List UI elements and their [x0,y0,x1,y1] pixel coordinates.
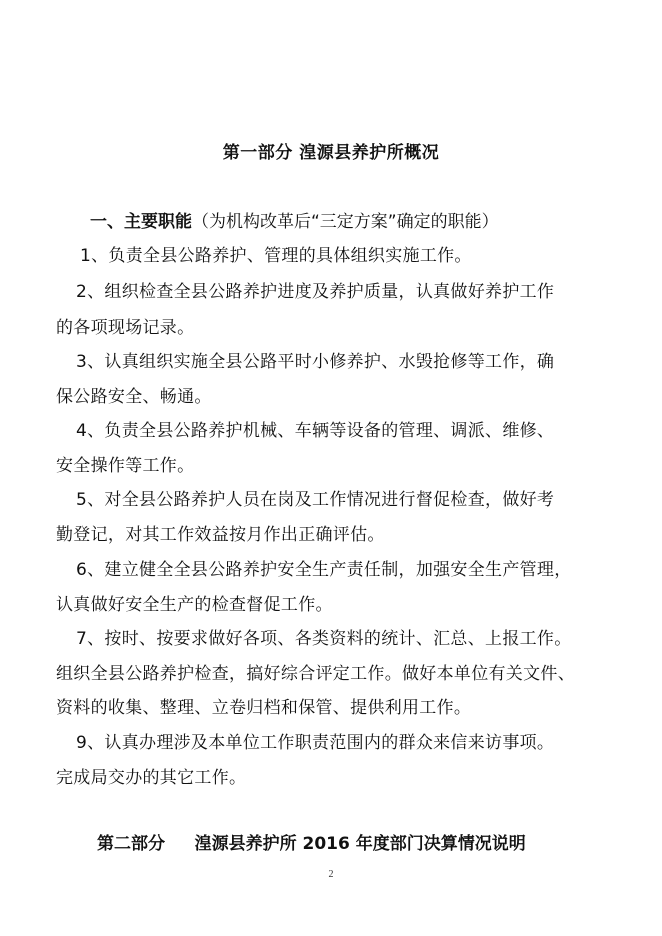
page-number: 2 [328,869,334,880]
part2-title: 第二部分 湟源县养护所 2016 年度部门决算情况说明 [97,834,526,854]
duty-line: 认真做好安全生产的检查督促工作。 [56,595,333,615]
duty-line: 9、认真办理涉及本单位工作职责范围内的群众来信来访事项。 [76,733,555,753]
duty-line: 2、组织检查全县公路养护进度及养护质量，认真做好养护工作 [76,282,555,302]
section-heading [90,207,499,232]
section-heading-note: （为机构改革后“三定方案”确定的职能） [192,212,499,232]
duty-line: 5、对全县公路养护人员在岗及工作情况进行督促检查，做好考 [76,490,555,510]
duty-line: 完成局交办的其它工作。 [56,768,247,788]
duty-line: 勤登记，对其工作效益按月作出正确评估。 [56,525,385,545]
part1-title: 第一部分 湟源县养护所概况 [222,143,440,163]
duty-line: 4、负责全县公路养护机械、车辆等设备的管理、调派、维修、 [76,421,555,441]
duty-line: 7、按时、按要求做好各项、各类资料的统计、汇总、上报工作。 [76,629,572,649]
duty-line: 的各项现场记录。 [56,318,195,338]
section-heading-bold: 一、主要职能 [90,212,192,232]
duty-line: 安全操作等工作。 [56,456,195,476]
duty-line: 资料的收集、整理、立卷归档和保管、提供利用工作。 [56,698,472,718]
duty-line: 1、负责全县公路养护、管理的具体组织实施工作。 [80,246,472,266]
duty-line: 3、认真组织实施全县公路平时小修养护、水毁抢修等工作，确 [76,352,555,372]
duty-line: 组织全县公路养护检查，搞好综合评定工作。做好本单位有关文件、 [56,664,575,684]
duty-line: 保公路安全、畅通。 [56,387,212,407]
duty-line: 6、建立健全全县公路养护安全生产责任制，加强安全生产管理， [76,560,572,580]
